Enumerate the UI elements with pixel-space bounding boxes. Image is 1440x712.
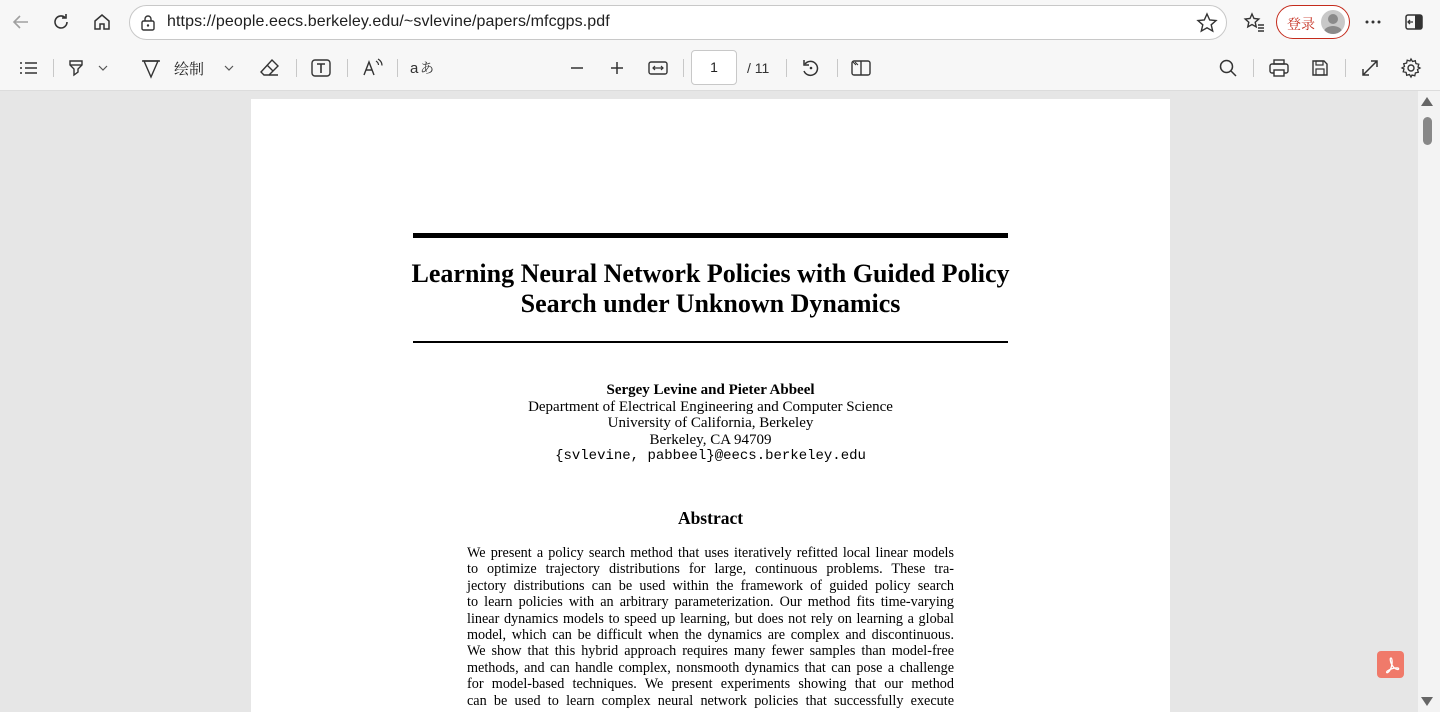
abstract-line: We present a policy search method that uses iteratively refitted local linear models	[467, 545, 954, 561]
page-number-input[interactable]: 1	[691, 50, 737, 85]
highlight-button[interactable]	[62, 53, 114, 83]
toolbar-divider	[1253, 59, 1254, 77]
translate-icon	[409, 57, 435, 79]
zoom-out-button[interactable]	[562, 53, 592, 83]
author-city: Berkeley, CA 94709	[649, 431, 772, 448]
toolbar-divider	[837, 59, 838, 77]
more-dots-icon	[1363, 12, 1383, 32]
favorite-star-icon[interactable]	[1196, 12, 1218, 34]
minus-icon	[569, 60, 585, 76]
vertical-scrollbar[interactable]	[1418, 91, 1440, 712]
scroll-up-arrow-icon[interactable]	[1421, 97, 1433, 106]
svg-text:a: a	[410, 60, 419, 77]
acrobat-badge[interactable]	[1377, 651, 1404, 678]
sidebar-toggle-button[interactable]	[1398, 6, 1430, 38]
paper-title-line: Learning Neural Network Policies with Guided Policy	[411, 259, 1010, 288]
user-avatar-icon	[1321, 10, 1345, 34]
abstract-line: We show that this hybrid approach requires many fewer samples than model-free	[467, 643, 954, 660]
login-button[interactable]	[1276, 5, 1350, 39]
abstract-line: methods, and can handle complex, nonsmooth dynamics that can pose a challenge	[467, 659, 954, 676]
abstract-line: model, which can be difficult when the dynamics are complex and discontinuous.	[467, 627, 954, 644]
favorites-button[interactable]	[1238, 6, 1270, 38]
scroll-thumb[interactable]	[1423, 117, 1432, 145]
pen-icon	[140, 57, 162, 79]
title-rule-bottom	[413, 341, 1008, 343]
chevron-down-icon	[222, 61, 236, 75]
two-page-icon	[850, 58, 872, 78]
home-icon	[92, 12, 112, 32]
text-box-icon	[310, 57, 332, 79]
printer-icon	[1268, 58, 1290, 78]
list-icon	[19, 60, 39, 76]
toolbar-divider	[683, 59, 684, 77]
fit-width-button[interactable]	[643, 53, 673, 83]
abstract-line: to learn policies with an arbitrary parameterization. Our method fits time-varying	[467, 594, 954, 611]
add-text-button[interactable]	[306, 53, 336, 83]
print-button[interactable]	[1264, 53, 1294, 83]
author-names: Sergey Levine and Pieter Abbeel	[606, 382, 815, 398]
draw-label: 绘制	[174, 60, 205, 78]
author-block	[401, 382, 1020, 465]
favorites-list-icon	[1243, 11, 1265, 33]
more-menu-button[interactable]	[1357, 6, 1389, 38]
url-text[interactable]: https://people.eecs.berkeley.edu/~svlevine/papers/mfcgps.pdf	[167, 13, 610, 30]
erase-button[interactable]	[255, 53, 285, 83]
find-button[interactable]	[1213, 53, 1243, 83]
read-aloud-icon	[361, 57, 383, 79]
rotate-button[interactable]	[796, 53, 826, 83]
toolbar-divider	[1345, 59, 1346, 77]
save-button[interactable]	[1305, 53, 1335, 83]
svg-text:あ: あ	[420, 61, 434, 77]
refresh-icon	[51, 12, 71, 32]
title-rule-top	[413, 233, 1008, 238]
save-icon	[1310, 58, 1330, 78]
draw-button[interactable]	[140, 53, 240, 83]
avatar	[1321, 10, 1345, 34]
pdf-viewer[interactable]	[0, 91, 1418, 712]
read-aloud-button[interactable]	[357, 53, 387, 83]
home-button[interactable]	[86, 6, 118, 38]
fullscreen-button[interactable]	[1355, 53, 1385, 83]
back-button[interactable]	[5, 6, 37, 38]
refresh-button[interactable]	[45, 6, 77, 38]
expand-icon	[1360, 58, 1380, 78]
author-email: {svlevine, pabbeel}@eecs.berkeley.edu	[555, 448, 866, 464]
toolbar-divider	[296, 59, 297, 77]
abstract-line: can be used to learn complex neural network policies that successfully execute	[467, 692, 954, 709]
sidebar-icon	[1404, 12, 1424, 32]
toolbar-divider	[347, 59, 348, 77]
rotate-icon	[800, 57, 822, 79]
translate-button[interactable]	[406, 53, 438, 83]
abstract-line: jectory distributions can be used within the framework of guided policy search	[467, 577, 954, 594]
site-info-icon[interactable]	[140, 14, 156, 32]
highlighter-icon	[66, 58, 86, 78]
abstract-heading: Abstract	[677, 508, 744, 528]
abstract-line: linear dynamics models to speed up learning, but does not rely on learning a global	[467, 610, 954, 627]
gear-icon	[1400, 57, 1422, 79]
page-total-label: / 11	[747, 60, 770, 76]
plus-icon	[609, 60, 625, 76]
paper-title	[371, 259, 1050, 319]
settings-button[interactable]	[1396, 53, 1426, 83]
abstract-body	[467, 545, 954, 709]
page-view-button[interactable]	[846, 53, 876, 83]
abstract-line: to optimize trajectory distributions for large, continuous problems. These tra-	[467, 561, 954, 578]
search-icon	[1218, 58, 1238, 78]
login-label: 登录	[1287, 16, 1315, 32]
toolbar-divider	[53, 59, 54, 77]
pdf-toolbar	[0, 45, 1440, 91]
pdf-page	[251, 99, 1170, 712]
author-department: Department of Electrical Engineering and Computer Science	[528, 398, 893, 415]
eraser-icon	[259, 57, 281, 79]
paper-title-line: Search under Unknown Dynamics	[520, 289, 901, 318]
browser-toolbar	[0, 0, 1440, 45]
arrow-left-icon	[11, 12, 31, 32]
chevron-down-icon	[96, 61, 110, 75]
toolbar-divider	[397, 59, 398, 77]
author-university: University of California, Berkeley	[607, 415, 814, 431]
fit-width-icon	[647, 59, 669, 77]
toolbar-divider	[786, 59, 787, 77]
abstract-line: for model-based techniques. We present experiments showing that our method	[467, 676, 954, 693]
contents-button[interactable]	[14, 53, 44, 83]
zoom-in-button[interactable]	[602, 53, 632, 83]
address-bar[interactable]	[129, 5, 1227, 40]
scroll-down-arrow-icon[interactable]	[1421, 697, 1433, 706]
acrobat-icon	[1381, 655, 1401, 675]
